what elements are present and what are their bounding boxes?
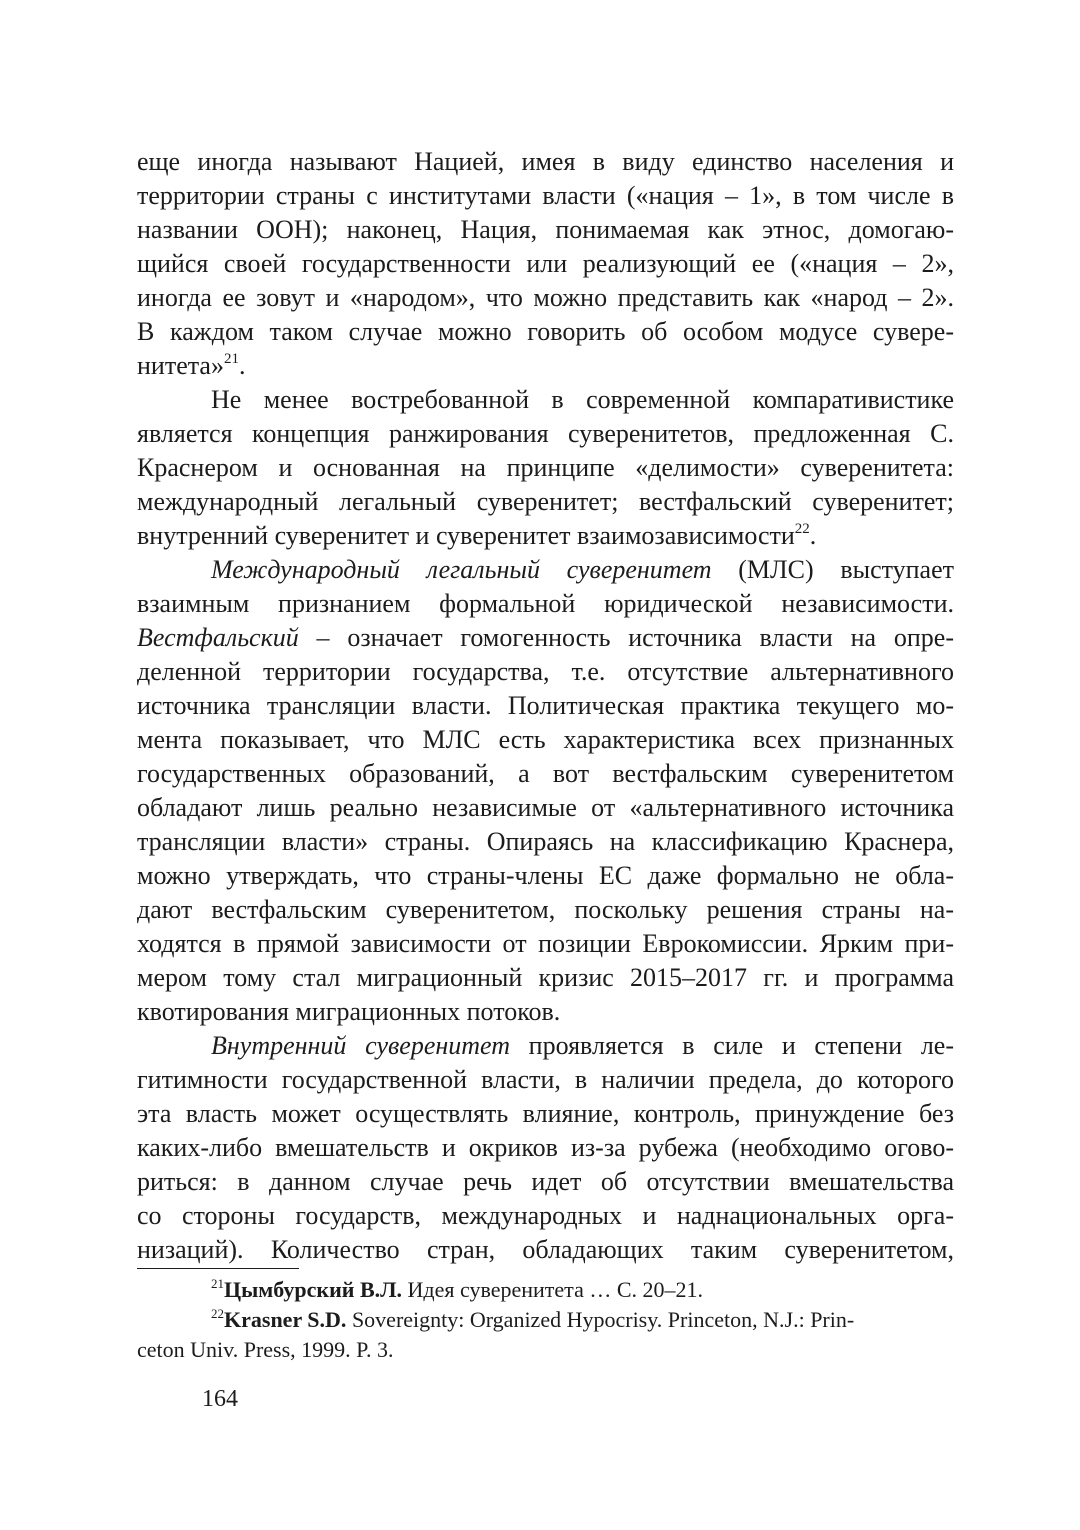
line-text: – означает гомогенность источника власти на опре- xyxy=(298,623,954,652)
footnote-author: Цымбурский В.Л. xyxy=(224,1277,403,1302)
text-line: деленной территории государства, т.е. отсутствие альтернативного xyxy=(137,657,954,686)
text-line: источника трансляции власти. Политическая практика текущего мо- xyxy=(137,691,954,720)
text-line: каких-либо вмешательств и окриков из-за рубежа (необходимо огово- xyxy=(137,1133,954,1162)
footnote-22 xyxy=(211,1306,854,1334)
text-line: щийся своей государственности или реализующий ее («нация – 2», xyxy=(137,249,954,278)
text-line xyxy=(137,519,954,553)
paragraph-first-line: Не менее востребованной в современной компаративистике xyxy=(211,385,954,414)
text-line: мента показывает, что МЛС есть характеристика всех признанных xyxy=(137,725,954,754)
text-line xyxy=(137,349,954,383)
text-line: ходятся в прямой зависимости от позиции Еврокомиссии. Ярким при- xyxy=(137,929,954,958)
footnote-number: 21 xyxy=(211,1275,224,1291)
footnote-number: 22 xyxy=(211,1305,224,1321)
text-line: можно утверждать, что страны-члены ЕС даже формально не обла- xyxy=(137,861,954,890)
line-text: проявляется в силе и степени ле- xyxy=(510,1031,954,1060)
text-line: международный легальный суверенитет; вестфальский суверенитет; xyxy=(137,487,954,516)
footnote-text: Идея суверенитета … С. 20–21. xyxy=(402,1277,704,1302)
footnote-ref[interactable]: 21 xyxy=(223,351,239,368)
line-text: внутренний суверенитет и суверенитет взаимозависимости xyxy=(137,521,795,550)
text-line: квотирования миграционных потоков. xyxy=(137,997,561,1026)
text-line: территории страны с институтами власти («нация – 1», в том числе в xyxy=(137,181,954,210)
text-line: государственных образований, а вот вестфальским суверенитетом xyxy=(137,759,954,788)
text-line: является концепция ранжирования суверенитетов, предложенная С. xyxy=(137,419,954,448)
text-line: дают вестфальским суверенитетом, поскольку решения страны на- xyxy=(137,895,954,924)
text-line: мером тому стал миграционный кризис 2015–2017 гг. и программа xyxy=(137,963,954,992)
period: . xyxy=(238,351,246,380)
page-number: 164 xyxy=(202,1386,238,1412)
period: . xyxy=(809,521,817,550)
text-line: названии ООН); наконец, Нация, понимаемая как этнос, домогаю- xyxy=(137,215,954,244)
footnote-ref[interactable]: 22 xyxy=(794,521,810,538)
text-line xyxy=(137,621,954,655)
text-line: трансляции власти» страны. Опираясь на классификацию Краснера, xyxy=(137,827,954,856)
paragraph-first-line xyxy=(211,553,954,587)
italic-term: Вестфальский xyxy=(137,623,299,652)
text-line: эта власть может осуществлять влияние, контроль, принуждение без xyxy=(137,1099,954,1128)
text-line: со стороны государств, международных и наднациональных орга- xyxy=(137,1201,954,1230)
footnote-author: Krasner S.D. xyxy=(224,1307,347,1332)
line-text: (МЛС) выступает xyxy=(711,555,954,584)
italic-term: Международный легальный суверенитет xyxy=(211,555,712,584)
line-text: нитета» xyxy=(137,351,224,380)
text-line: риться: в данном случае речь идет об отсутствии вмешательства xyxy=(137,1167,954,1196)
text-line: иногда ее зовут и «народом», что можно представить как «народ – 2». xyxy=(137,283,954,312)
footnote-separator xyxy=(137,1268,299,1269)
text-line: гитимности государственной власти, в наличии предела, до которого xyxy=(137,1065,954,1094)
text-line: В каждом таком случае можно говорить об особом модусе сувере- xyxy=(137,317,954,346)
text-line: Краснером и основанная на принципе «делимости» суверенитета: xyxy=(137,453,954,482)
text-line: еще иногда называют Нацией, имея в виду единство населения и xyxy=(137,147,954,176)
footnote-21 xyxy=(211,1276,703,1304)
text-line: обладают лишь реально независимые от «альтернативного источника xyxy=(137,793,954,822)
italic-term: Внутренний суверенитет xyxy=(211,1031,511,1060)
paragraph-first-line xyxy=(211,1029,954,1063)
footnote-22-continuation: ceton Univ. Press, 1999. P. 3. xyxy=(137,1337,394,1362)
text-line: взаимным признанием формальной юридической независимости. xyxy=(137,589,954,618)
text-line: низаций). Количество стран, обладающих таким суверенитетом, xyxy=(137,1235,954,1264)
footnote-text: Sovereignty: Organized Hypocrisy. Princeton, N.J.: Prin- xyxy=(346,1307,855,1332)
